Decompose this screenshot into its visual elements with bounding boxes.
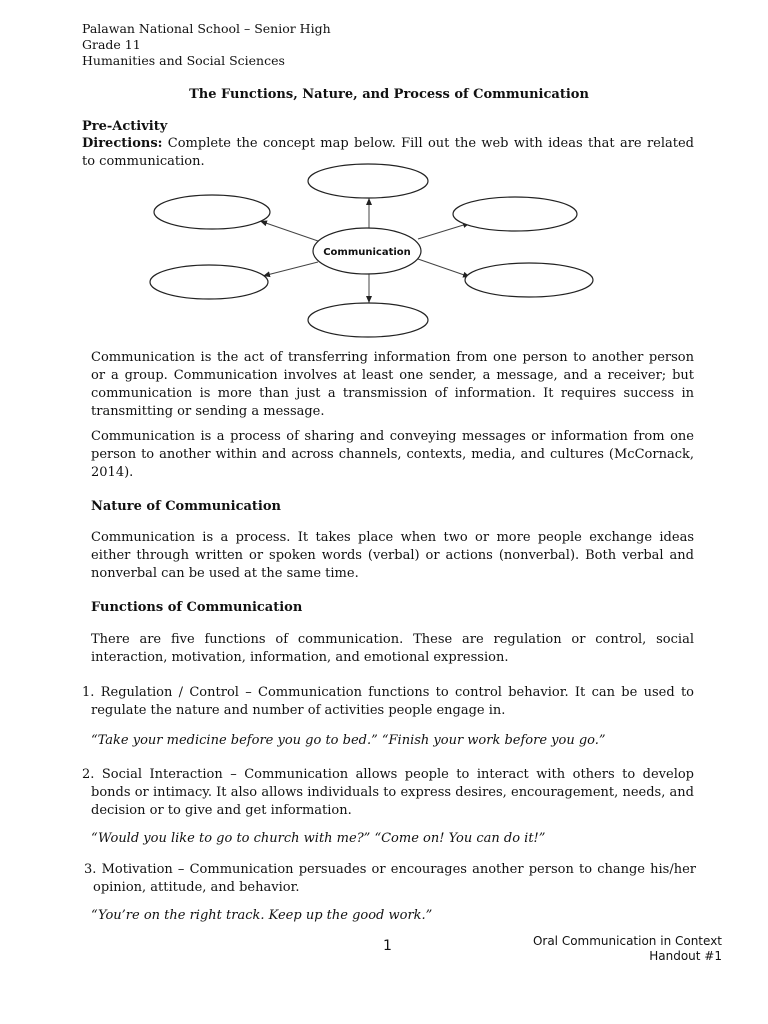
directions-text: Complete the concept map below. Fill out the web with ideas that are related to communication. [82, 136, 694, 169]
nature-paragraph: Communication is a process. It takes place when two or more people exchange ideas either through written or spoken words (verbal) or actions (nonverbal). Both verbal and nonverbal can be used at the same time. [91, 530, 694, 581]
function-item [76, 684, 694, 720]
pre-activity-heading: Pre-Activity [82, 119, 168, 134]
strand-name: Humanities and Social Sciences [82, 53, 285, 68]
function-item-text: Motivation – Communication persuades or encourages another person to change his/her opinion, attitude, and behavior. [93, 862, 697, 895]
map-center-label: Communication [323, 247, 411, 258]
document-title: The Functions, Nature, and Process of Communication [189, 87, 589, 102]
nature-heading: Nature of Communication [91, 499, 281, 514]
function-example: “Take your medicine before you go to bed.” “Finish your work before you go.” [91, 733, 606, 748]
map-blank-bottom[interactable] [308, 303, 428, 337]
page-number: 1 [383, 938, 392, 954]
map-arrow-lower-left [263, 262, 318, 276]
map-arrow-upper-right [418, 223, 470, 239]
function-item [78, 861, 696, 897]
function-item-number: 1. [82, 685, 95, 700]
map-arrow-upper-left [260, 221, 318, 241]
functions-intro: There are five functions of communication. These are regulation or control, social interaction, motivation, information, and emotional expression. [91, 632, 694, 665]
footer-course: Oral Communication in Context [532, 934, 722, 948]
intro-paragraph-1: Communication is the act of transferring information from one person to another person or a group. Communication involves at least one sender, a message, and a receiver; but communication is more than just a transmission of information. It requires success in transmitting or sending a message. [91, 350, 694, 419]
function-item [76, 766, 694, 820]
function-item-number: 3. [84, 862, 97, 877]
map-blank-lower-right[interactable] [465, 263, 593, 297]
function-item-text: Social Interaction – Communication allows people to interact with others to develop bonds or intimacy. It also allows individuals to express desires, encouragement, needs, and decision or to give and get information. [91, 767, 694, 818]
document-header [82, 21, 331, 69]
school-name: Palawan National School – Senior High [82, 21, 331, 36]
footer-handout: Handout #1 [649, 949, 722, 963]
functions-heading: Functions of Communication [91, 600, 303, 615]
grade-level: Grade 11 [82, 37, 141, 52]
map-blank-upper-right[interactable] [453, 197, 577, 231]
map-blank-top[interactable] [308, 164, 428, 198]
map-blank-upper-left[interactable] [154, 195, 270, 229]
map-arrow-lower-right [418, 259, 470, 277]
function-example: “Would you like to go to church with me?” “Come on! You can do it!” [91, 831, 546, 846]
function-item-number: 2. [82, 767, 95, 782]
map-blank-lower-left[interactable] [150, 265, 268, 299]
directions-label: Directions: [82, 136, 163, 151]
function-example: “You’re on the right track. Keep up the good work.” [91, 908, 433, 923]
footer-course-info [533, 934, 722, 964]
function-item-text: Regulation / Control – Communication functions to control behavior. It can be used to regulate the nature and number of activities people engage in. [91, 685, 695, 718]
concept-map [0, 160, 768, 340]
intro-paragraph-2: Communication is a process of sharing and conveying messages or information from one person to another within and across channels, contexts, media, and cultures (McCornack, 2014). [91, 429, 694, 480]
